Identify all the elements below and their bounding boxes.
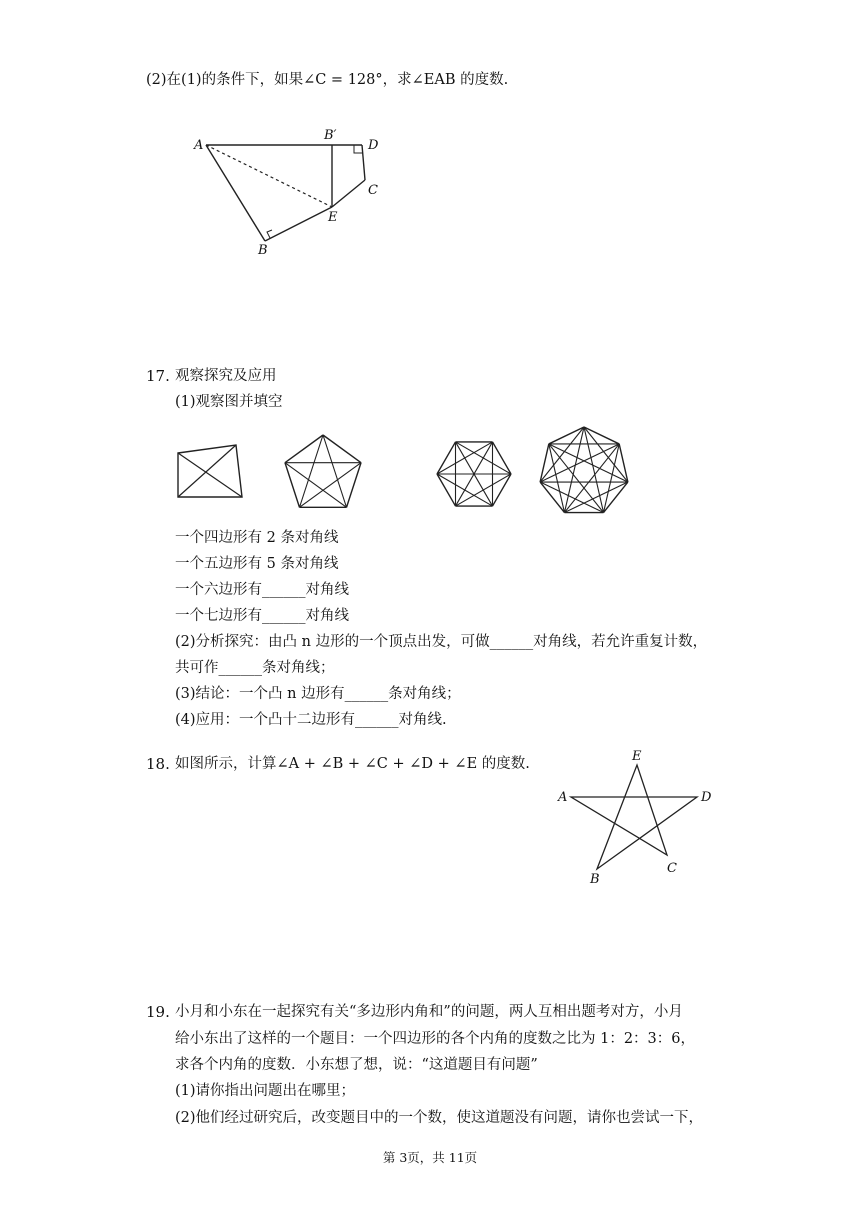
q17-line-2: 一个五边形有 5 条对角线	[175, 556, 339, 572]
polygon-diagonal	[323, 435, 347, 507]
q18-text: 如图所示，计算∠A + ∠B + ∠C + ∠D + ∠E 的度数.	[175, 756, 530, 772]
q17-sub1: (1)观察图并填空	[175, 394, 283, 410]
q18-label-e: E	[632, 749, 642, 764]
q17-number: 17.	[146, 367, 170, 385]
polygon-diagonal	[299, 463, 361, 508]
polygon-edge	[549, 427, 584, 444]
quadrilateral-figure	[178, 445, 242, 497]
polygon-edge	[584, 427, 619, 444]
q16-label-c: C	[368, 183, 378, 198]
q18-label-d: D	[701, 790, 712, 805]
q19-line-3: 求各个内角的度数．小东想了想，说：“这道题目有问题”	[175, 1057, 538, 1073]
q16-part2-text: (2)在(1)的条件下，如果∠C = 128°，求∠EAB 的度数.	[146, 72, 509, 88]
q17-title: 观察探究及应用	[175, 368, 277, 384]
q18-label-c: C	[667, 861, 677, 876]
q17-line-7: (3)结论：一个凸 n 边形有______条对角线；	[175, 686, 461, 702]
q19-line-5: (2)他们经过研究后，改变题目中的一个数，使这道题没有问题，请你也尝试一下，	[175, 1110, 704, 1126]
q17-line-4: 一个七边形有______对角线	[175, 608, 349, 624]
q16-label-bprime: B′	[324, 128, 337, 143]
page-footer: 第 3页，共 11页	[382, 1150, 478, 1165]
q17-line-1: 一个四边形有 2 条对角线	[175, 530, 339, 546]
polygon-diagonal	[549, 444, 628, 482]
q17-line-3: 一个六边形有______对角线	[175, 582, 349, 598]
q18-label-a: A	[558, 790, 568, 805]
q19-line-4: (1)请你指出问题出在哪里；	[175, 1083, 356, 1099]
heptagon-figure	[540, 427, 628, 513]
polygon-diagonal	[540, 444, 619, 482]
pentagon-figure	[285, 435, 361, 507]
polygon-diagonal	[299, 435, 323, 507]
hexagon-figure	[437, 442, 511, 506]
q19-number: 19.	[146, 1003, 170, 1021]
q16-label-d: D	[368, 138, 379, 153]
q18-label-b: B	[590, 872, 600, 885]
polygon-edge	[323, 435, 361, 463]
q19-line-1: 小月和小东在一起探究有关“多边形内角和”的问题，两人互相出题考对方，小月	[175, 1004, 683, 1020]
q16-figure	[190, 125, 400, 260]
q17-line-8: (4)应用：一个凸十二边形有______对角线.	[175, 712, 447, 728]
q16-label-a: A	[194, 138, 204, 153]
polygon-diagonal	[285, 463, 347, 508]
polygon-diagonal	[564, 482, 627, 513]
q17-line-6: 共可作______条对角线；	[175, 660, 335, 676]
polygon-edge	[285, 463, 300, 508]
polygon-diagonal	[540, 482, 603, 513]
q18-number: 18.	[146, 755, 170, 773]
q16-label-e: E	[328, 210, 338, 225]
q17-line-5: (2)分析探究：由凸 n 边形的一个顶点出发，可做______对角线，若允许重复计数，	[175, 634, 708, 650]
q16-label-b: B	[258, 243, 268, 258]
polygon-edge	[285, 435, 323, 463]
q18-star-figure	[555, 745, 725, 885]
q19-line-2: 给小东出了这样的一个题目：一个四边形的各个内角的度数之比为 1：2：3：6，	[175, 1031, 696, 1047]
polygon-edge	[347, 463, 362, 508]
q17-polygon-figures	[170, 425, 640, 520]
